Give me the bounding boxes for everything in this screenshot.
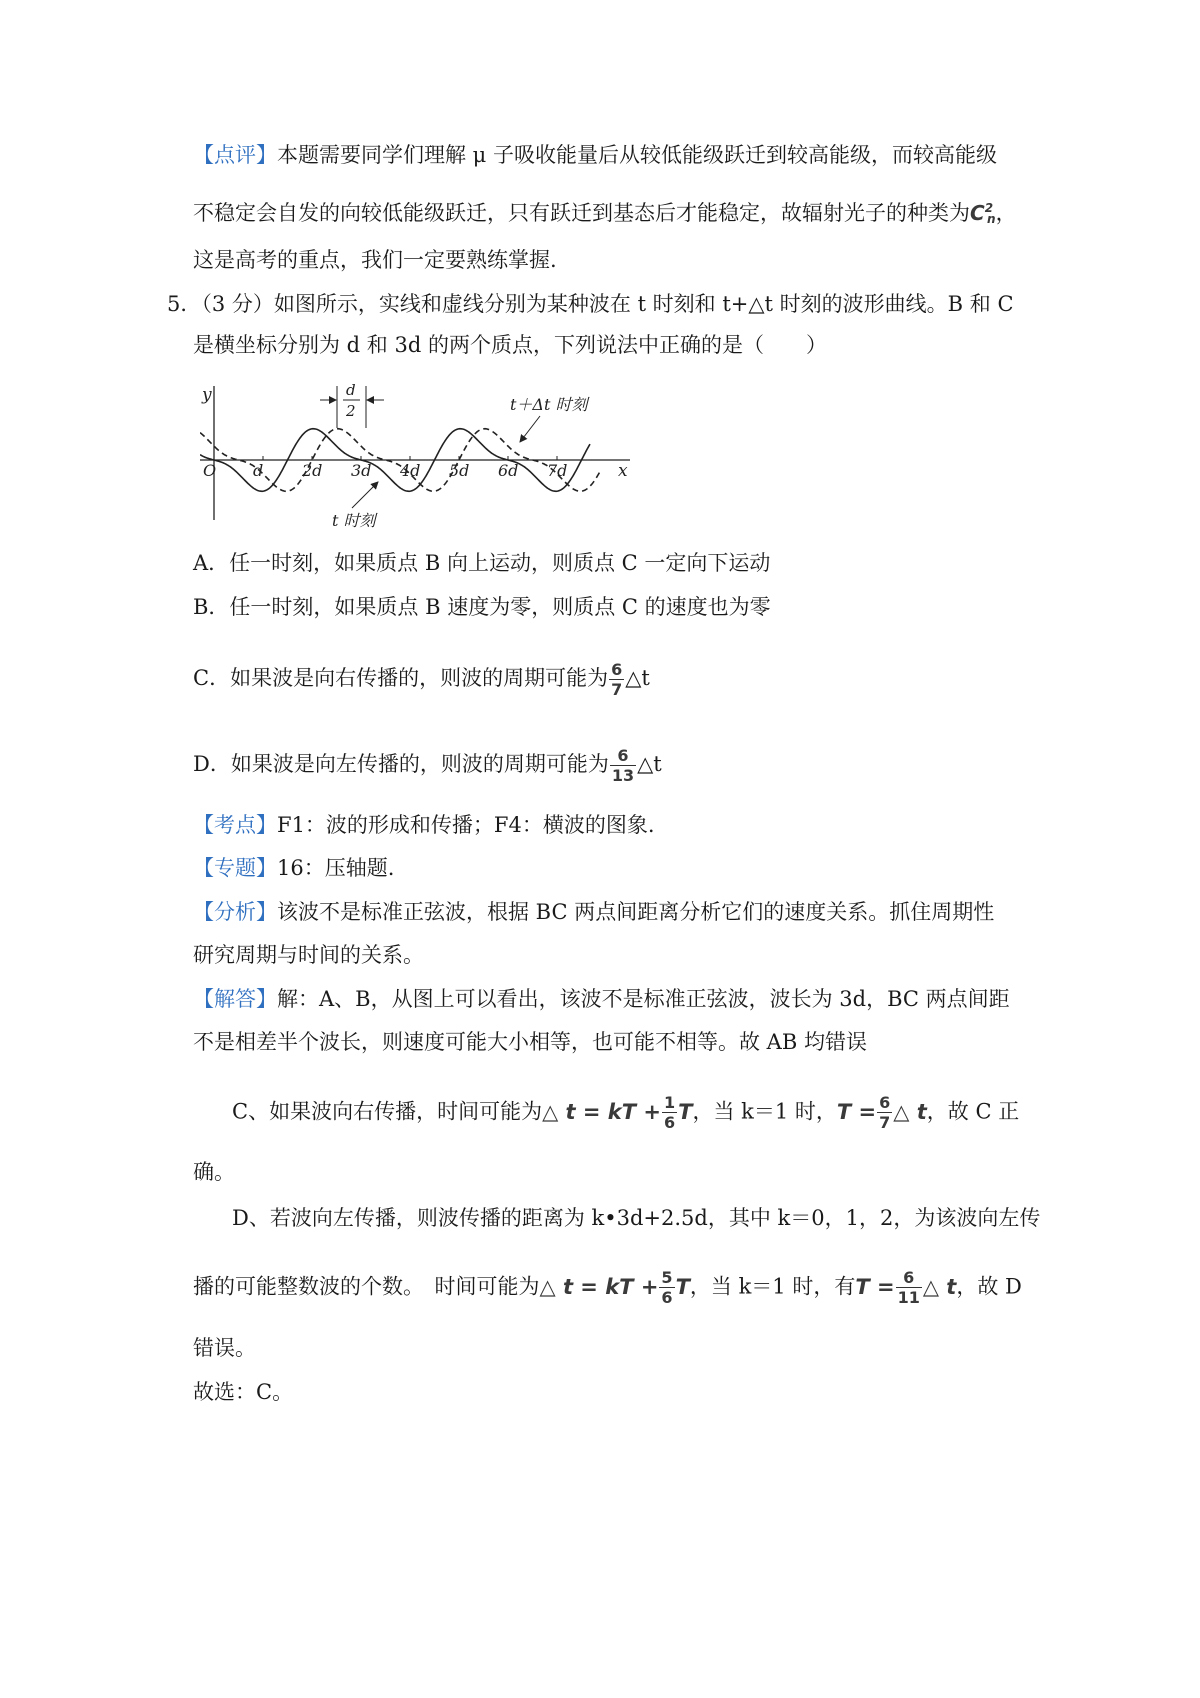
option-b: B．任一时刻，如果质点 B 速度为零，则质点 C 的速度也为零 [193,595,771,619]
option-d-num: 6 [610,746,636,766]
half-d-numerator: d [346,381,356,399]
option-c [193,660,650,699]
c-eq1-den: 6 [664,1113,676,1132]
kaodian-line [193,810,655,840]
option-d-suffix: △t [637,752,662,776]
option-d [193,746,662,785]
x-tick-label: 2d [302,461,323,480]
jieda-c-line-1 [232,1093,1019,1132]
comment-line-3 [193,245,557,275]
comment-tag: 【点评】 [193,143,277,167]
option-c-num: 6 [611,660,623,679]
comb-sub: n [987,212,996,226]
d-eq2-den: 11 [897,1288,920,1307]
x-tick-label: 3d [351,461,372,480]
jieda-text-1: 解：A、B，从图上可以看出，该波不是标准正弦波，波长为 3d，BC 两点间距 [277,987,1010,1011]
c-eq2-fraction [877,1093,892,1132]
c-eq2-den: 7 [879,1113,891,1132]
arrow-t-plus-dt [520,416,540,442]
jieda-tag: 【解答】 [193,987,277,1011]
label-t: t 时刻 [332,511,376,530]
comment-line-2 [193,193,1017,234]
c-eq2-lhs: T = [836,1099,877,1124]
option-d-fraction [610,746,636,785]
fenxi-line-1 [193,897,994,927]
question-line-1: 5．（3 分）如图所示，实线和虚线分别为某种波在 t 时刻和 t+△t 时刻的波形曲线。B 和 C [167,292,1014,316]
option-c-text: C．如果波是向右传播的，则波的周期可能为 [193,666,609,690]
label-t-plus-dt: t＋Δt 时刻 [510,395,588,414]
comment-comma: ， [995,201,1017,225]
c-eq2-num: 6 [879,1093,891,1112]
fenxi-text-1: 该波不是标准正弦波，根据 BC 两点间距离分析它们的速度关系。抓住周期性 [277,900,995,924]
c-eq1-fraction [662,1093,677,1132]
x-axis-label: x [618,461,628,481]
d-eq1-num: 5 [661,1268,673,1287]
option-c-fraction [609,660,624,699]
question-line-2: 是横坐标分别为 d 和 3d 的两个质点，下列说法中正确的是（ ） [193,333,827,357]
c-eq2-rhs: △ t [893,1099,927,1124]
comment-text-1: 本题需要同学们理解 μ 子吸收能量后从较低能级跃迁到较高能级，而较高能级 [277,143,997,167]
jieda-c-eq1 [542,1093,693,1132]
x-tick-label: 6d [498,461,519,480]
jieda-c-end: ，故 C 正 [926,1099,1020,1124]
final-answer: 故选：C。 [193,1380,294,1404]
c-eq1-lhs: △ t = kT + [542,1099,661,1124]
option-d-den: 13 [611,766,635,785]
jieda-d-line-3: 错误。 [193,1336,256,1360]
origin-label: O [203,461,217,480]
jieda-c-text: C、如果波向右传播，时间可能为 [232,1099,543,1124]
jieda-d-eq2 [855,1268,957,1307]
jieda-c-line-2: 确。 [193,1160,235,1184]
option-c-suffix: △t [625,666,650,690]
comment-text-2: 不稳定会自发的向较低能级跃迁，只有跃迁到基态后才能稳定，故辐射光子的种类为 [193,201,970,225]
jieda-d-mid: ，当 k＝1 时，有 [689,1274,856,1299]
option-a: A．任一时刻，如果质点 B 向上运动，则质点 C 一定向下运动 [193,551,771,575]
zhuanti-text: 16：压轴题. [277,856,395,880]
y-axis-label: y [202,385,212,405]
kaodian-text: F1：波的形成和传播；F4：横波的图象. [277,813,655,837]
fenxi-tag: 【分析】 [193,900,277,924]
option-c-den: 7 [611,680,623,699]
jieda-d-eq1 [539,1268,690,1307]
comb-sup: 2 [984,201,994,215]
comb-letter: C [970,201,985,225]
jieda-d-text: 播的可能整数波的个数。 时间可能为 [193,1274,540,1299]
jieda-line-1 [193,984,1010,1014]
comment-line-1 [193,140,997,170]
d-eq1-lhs: △ t = kT + [539,1274,659,1299]
combination-symbol [970,201,996,225]
jieda-line-2: 不是相差半个波长，则速度可能大小相等，也可能不相等。故 AB 均错误 [193,1030,867,1054]
d-eq2-rhs: △ t [922,1274,957,1299]
jieda-c-eq2 [836,1093,927,1132]
d-eq2-num: 6 [896,1268,922,1288]
wave-figure [200,378,650,533]
x-tick-label: 4d [400,461,421,480]
fenxi-line-2: 研究周期与时间的关系。 [193,943,424,967]
kaodian-tag: 【考点】 [193,813,277,837]
jieda-d-line-1: D、若波向左传播，则波传播的距离为 k•3d+2.5d，其中 k＝0，1，2，为该波向左传 [232,1206,1041,1230]
option-d-text: D．如果波是向左传播的，则波的周期可能为 [193,752,609,776]
d-eq1-fraction [659,1268,674,1307]
comment-text-3: 这是高考的重点，我们一定要熟练掌握. [193,248,557,272]
arrow-t [352,482,378,508]
d-eq2-fraction [896,1268,922,1307]
half-d-denominator: 2 [346,402,356,420]
x-tick-label: d [253,461,264,480]
x-tick-label: 5d [449,461,470,480]
zhuanti-line [193,853,394,883]
x-tick-label: 7d [547,461,568,480]
c-eq1-rhs: T [678,1099,693,1124]
jieda-c-mid: ，当 k＝1 时， [692,1099,837,1124]
d-eq1-den: 6 [661,1288,673,1307]
jieda-d-end: ，故 D [956,1274,1022,1299]
jieda-d-line-2 [193,1268,1022,1307]
d-eq1-rhs: T [675,1274,690,1299]
c-eq1-num: 1 [664,1093,676,1112]
d-eq2-lhs: T = [855,1274,895,1299]
zhuanti-tag: 【专题】 [193,856,277,880]
